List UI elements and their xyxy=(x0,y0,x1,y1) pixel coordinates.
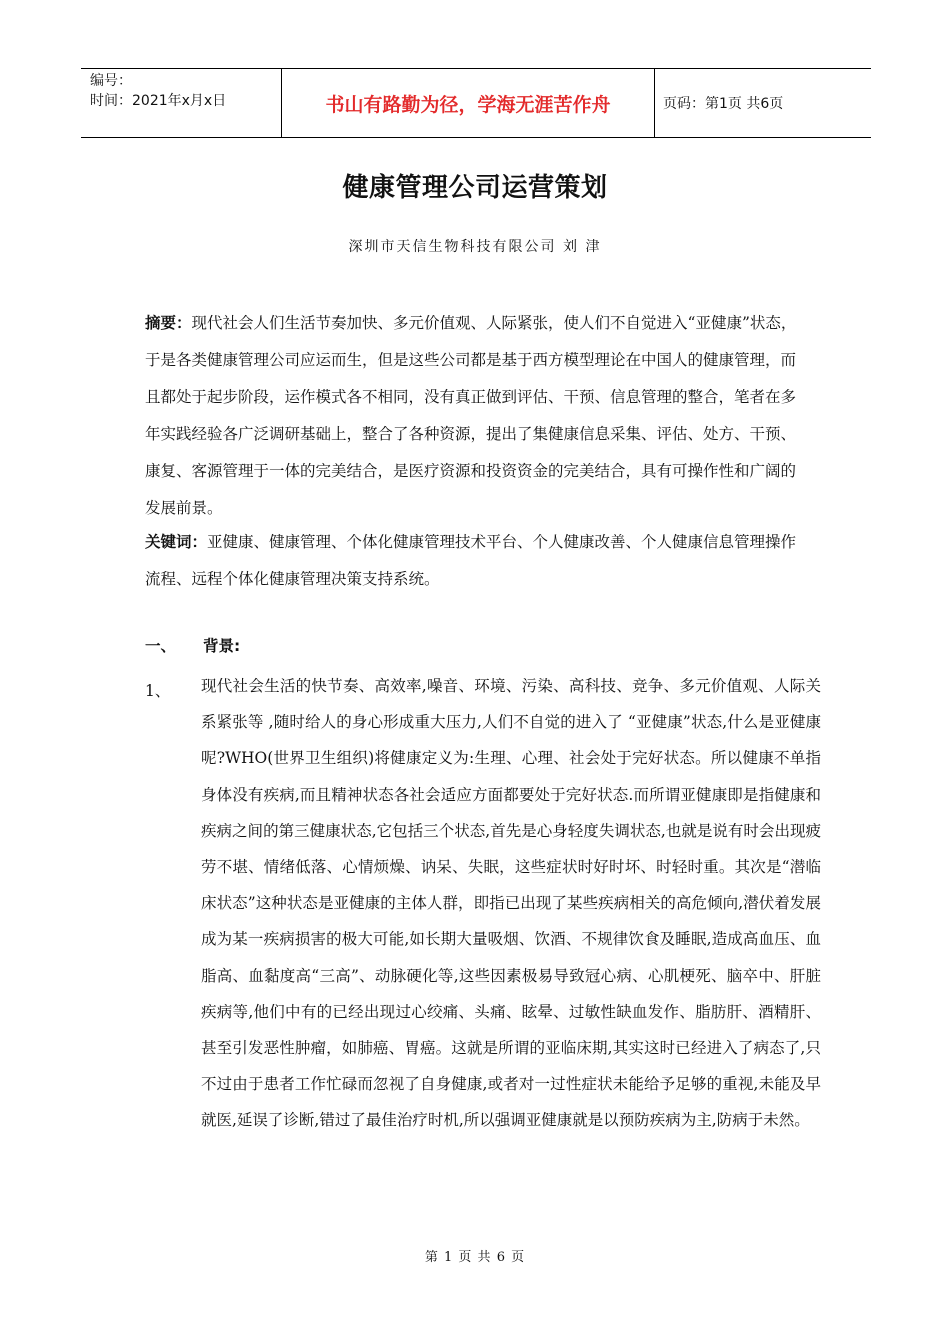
author-line: 深圳市天信生物科技有限公司 刘 津 xyxy=(348,239,602,255)
section-number: 一、 xyxy=(145,637,177,655)
keywords-label: 关键词： xyxy=(145,533,208,551)
keywords-paragraph xyxy=(145,524,805,598)
time-label: 时间：2021年x月x日 xyxy=(90,93,227,109)
header-meta xyxy=(81,69,281,137)
document-header xyxy=(81,68,871,138)
abstract-paragraph xyxy=(145,305,805,527)
page-footer: 第 1 页 共 6 页 xyxy=(424,1250,526,1265)
keywords-text: 亚健康、健康管理、个体化健康管理技术平台、个人健康改善、个人健康信息管理操作流程、远程个体化健康管理决策支持系统。 xyxy=(145,533,797,588)
header-motto: 书山有路勤为径，学海无涯苦作舟 xyxy=(281,69,655,137)
header-page-info: 页码：第1页 共6页 xyxy=(663,96,784,112)
abstract-label: 摘要： xyxy=(145,314,192,332)
item-number: 1、 xyxy=(145,682,171,700)
document-title: 健康管理公司运营策划 xyxy=(342,173,608,203)
abstract-text: 现代社会人们生活节奏加快、多元价值观、人际紧张，使人们不自觉进入“亚健康”状态，于是各类健康管理公司应运而生，但是这些公司都是基于西方模型理论在中国人的健康管理，而且都处于起步阶段，运作模式各不相同，没有真正做到评估、干预、信息管理的整合，笔者在多年实践经验各广泛调研基础上，整合了各种资源，提出了集健康信息采集、评估、处方、干预、康复、客源管理于一体的完美结合，是医疗资源和投资资金的完美结合，具有可操作性和广阔的发展前景。 xyxy=(145,314,797,517)
number-label: 编号： xyxy=(90,73,132,89)
item-paragraph: 现代社会生活的快节奏、高效率,噪音、环境、污染、高科技、竞争、多元价值观、人际关系紧张等 ,随时给人的身心形成重大压力,人们不自觉的进入了 “亚健康”状态,什么是亚健康呢?WHO(世界卫生组织)将健康定义为:生理、心理、社会处于完好状态。所以健康不单指身体没有疾病,而且精神状态各社会适应方面都要处于完好状态.而所谓亚健康即是指健康和疾病之间的第三健康状态,它包括三个状态,首先是心身轻度失调状态,也就是说有时会出现疲劳不堪、情绪低落、心情烦燥、讷呆、失眠，这些症状时好时坏、时轻时重。其次是“潜临床状态”这种状态是亚健康的主体人群，即指已出现了某些疾病相关的高危倾向,潜伏着发展成为某一疾病损害的极大可能,如长期大量吸烟、饮酒、不规律饮食及睡眠,造成高血压、血脂高、血黏度高“三高”、动脉硬化等,这些因素极易导致冠心病、心肌梗死、脑卒中、肝脏疾病等,他们中有的已经出现过心绞痛、头痛、眩晕、过敏性缺血发作、脂肪肝、酒精肝、甚至引发恶性肿瘤，如肺癌、胃癌。这就是所谓的亚临床期,其实这时已经进入了病态了,只不过由于患者工作忙碌而忽视了自身健康,或者对一过性症状未能给予足够的重视,未能及早就医,延误了诊断,错过了最佳治疗时机,所以强调亚健康就是以预防疾病为主,防病于未然。 xyxy=(201,677,821,1130)
section-title: 背景: xyxy=(203,637,241,655)
